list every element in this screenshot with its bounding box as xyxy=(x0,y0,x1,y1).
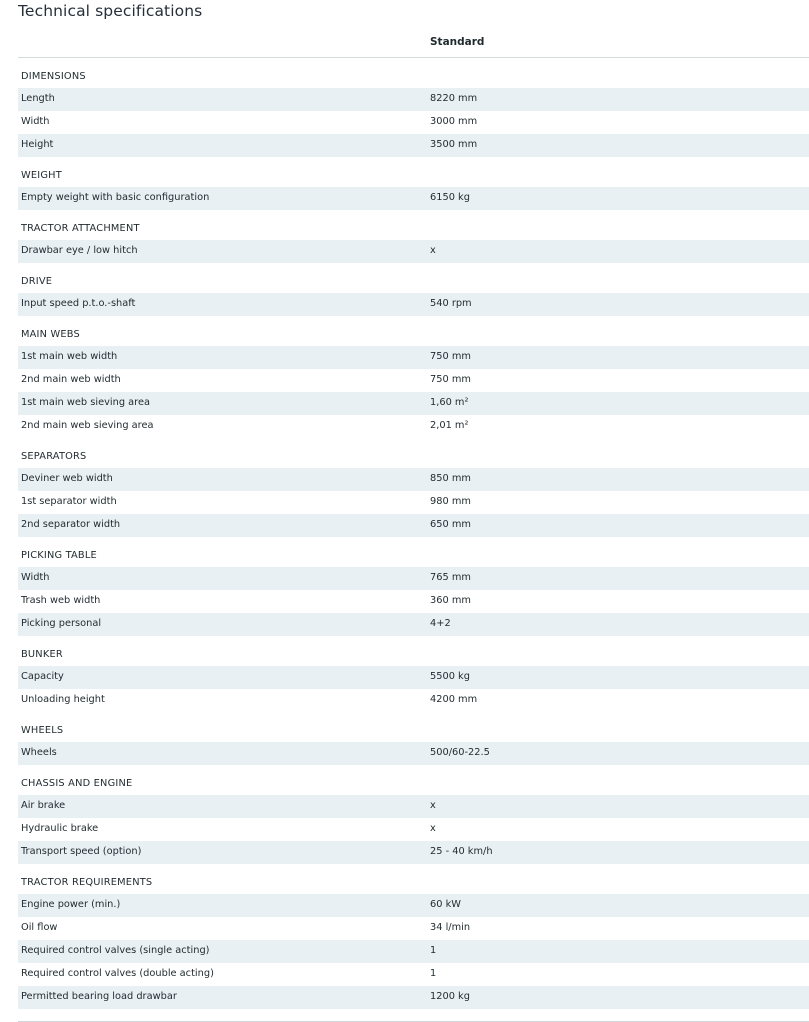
row-label: Width xyxy=(21,116,50,127)
section-header xyxy=(18,719,809,742)
row-value: x xyxy=(430,823,436,834)
row-label: Drawbar eye / low hitch xyxy=(21,245,138,256)
row-value: 750 mm xyxy=(430,374,471,385)
section-title: DIMENSIONS xyxy=(21,71,86,82)
spec-table xyxy=(18,29,809,1022)
table-row xyxy=(18,590,809,613)
row-label: Input speed p.t.o.-shaft xyxy=(21,298,136,309)
row-value: 1,60 m² xyxy=(430,397,469,408)
row-label: Transport speed (option) xyxy=(21,846,142,857)
row-label: Engine power (min.) xyxy=(21,899,121,910)
table-row xyxy=(18,369,809,392)
row-value: 2,01 m² xyxy=(430,420,469,431)
row-label: Air brake xyxy=(21,800,66,811)
section-header xyxy=(18,323,809,346)
row-value: x xyxy=(430,245,436,256)
section-header xyxy=(18,544,809,567)
table-row xyxy=(18,613,809,636)
page-title: Technical specifications xyxy=(18,2,203,20)
row-value: 4200 mm xyxy=(430,694,478,705)
row-value: 1 xyxy=(430,945,437,956)
section-title: PICKING TABLE xyxy=(21,550,97,561)
section-header xyxy=(18,445,809,468)
row-label: Empty weight with basic configuration xyxy=(21,192,210,203)
row-value: 6150 kg xyxy=(430,192,470,203)
row-label: Wheels xyxy=(21,747,57,758)
table-row xyxy=(18,689,809,712)
row-label: Picking personal xyxy=(21,618,102,629)
section-header xyxy=(18,643,809,666)
row-value: 25 - 40 km/h xyxy=(430,846,493,857)
row-value: 3000 mm xyxy=(430,116,478,127)
table-row xyxy=(18,491,809,514)
section-title: WEIGHT xyxy=(21,170,62,181)
row-value: 8220 mm xyxy=(430,93,478,104)
table-row xyxy=(18,111,809,134)
row-label: 1st main web width xyxy=(21,351,118,362)
table-row xyxy=(18,88,809,111)
table-row xyxy=(18,795,809,818)
table-row xyxy=(18,940,809,963)
section-header xyxy=(18,772,809,795)
section-title: SEPARATORS xyxy=(21,451,87,462)
row-label: 1st main web sieving area xyxy=(21,397,151,408)
table-row xyxy=(18,742,809,765)
row-label: Required control valves (double acting) xyxy=(21,968,214,979)
section-title: BUNKER xyxy=(21,649,63,660)
column-header-standard: Standard xyxy=(430,36,485,48)
table-row xyxy=(18,392,809,415)
table-body xyxy=(18,65,809,1009)
table-row xyxy=(18,346,809,369)
section-title: DRIVE xyxy=(21,276,53,287)
section-title: TRACTOR ATTACHMENT xyxy=(21,223,140,234)
section-header xyxy=(18,217,809,240)
row-label: Permitted bearing load drawbar xyxy=(21,991,177,1002)
section-title: TRACTOR REQUIREMENTS xyxy=(21,877,153,888)
row-value: 5500 kg xyxy=(430,671,470,682)
table-header-row xyxy=(18,29,809,58)
table-row xyxy=(18,818,809,841)
row-label: Deviner web width xyxy=(21,473,113,484)
row-label: 2nd separator width xyxy=(21,519,121,530)
section-title: CHASSIS AND ENGINE xyxy=(21,778,133,789)
table-row xyxy=(18,240,809,263)
table-row xyxy=(18,415,809,438)
table-row xyxy=(18,567,809,590)
section-header xyxy=(18,871,809,894)
row-label: 2nd main web sieving area xyxy=(21,420,154,431)
row-value: 500/60-22.5 xyxy=(430,747,490,758)
row-label: Unloading height xyxy=(21,694,105,705)
row-value: 1 xyxy=(430,968,437,979)
table-row xyxy=(18,986,809,1009)
row-label: Trash web width xyxy=(21,595,101,606)
table-row xyxy=(18,293,809,316)
table-row xyxy=(18,917,809,940)
row-value: 4+2 xyxy=(430,618,451,629)
row-label: 2nd main web width xyxy=(21,374,121,385)
row-label: Width xyxy=(21,572,50,583)
table-row xyxy=(18,666,809,689)
row-label: 1st separator width xyxy=(21,496,117,507)
row-value: 750 mm xyxy=(430,351,471,362)
section-header xyxy=(18,270,809,293)
row-value: 60 kW xyxy=(430,899,461,910)
table-row xyxy=(18,514,809,537)
row-label: Hydraulic brake xyxy=(21,823,99,834)
section-title: WHEELS xyxy=(21,725,64,736)
table-row xyxy=(18,841,809,864)
section-title: MAIN WEBS xyxy=(21,329,80,340)
row-value: 650 mm xyxy=(430,519,471,530)
row-label: Capacity xyxy=(21,671,64,682)
row-value: x xyxy=(430,800,436,811)
row-value: 980 mm xyxy=(430,496,471,507)
section-header xyxy=(18,164,809,187)
table-row xyxy=(18,963,809,986)
section-header xyxy=(18,65,809,88)
table-row xyxy=(18,468,809,491)
table-row xyxy=(18,187,809,210)
table-row xyxy=(18,134,809,157)
row-value: 34 l/min xyxy=(430,922,471,933)
row-value: 540 rpm xyxy=(430,298,472,309)
row-label: Required control valves (single acting) xyxy=(21,945,210,956)
row-label: Height xyxy=(21,139,54,150)
row-value: 3500 mm xyxy=(430,139,478,150)
row-value: 850 mm xyxy=(430,473,471,484)
row-value: 1200 kg xyxy=(430,991,470,1002)
table-row xyxy=(18,894,809,917)
row-value: 765 mm xyxy=(430,572,471,583)
row-label: Oil flow xyxy=(21,922,58,933)
row-label: Length xyxy=(21,93,55,104)
row-value: 360 mm xyxy=(430,595,471,606)
